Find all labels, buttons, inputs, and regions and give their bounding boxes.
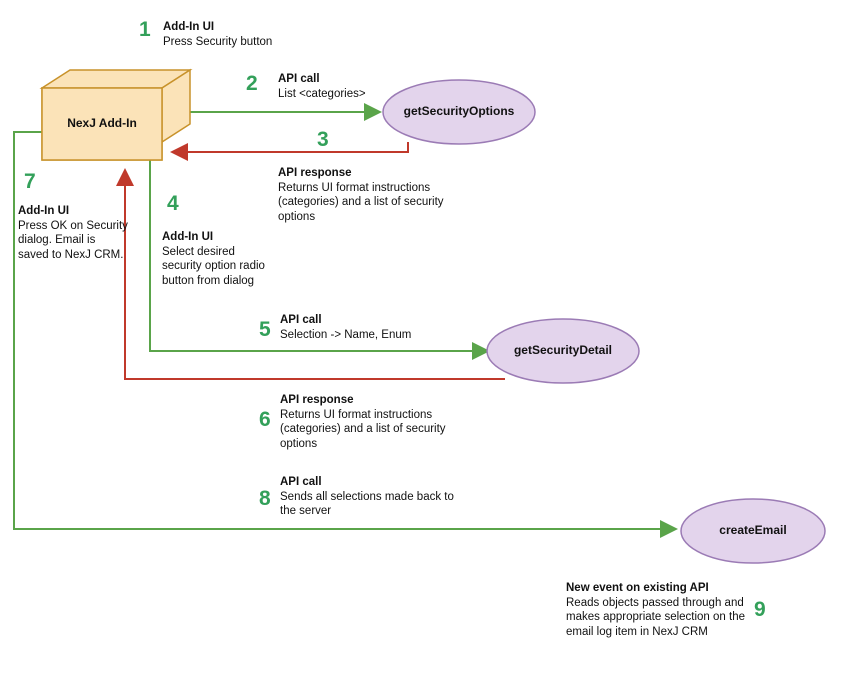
step-number-1: 1 [139, 18, 151, 41]
arrow-step-3 [172, 142, 408, 152]
annotation-step-5-title: API call [280, 314, 322, 326]
annotation-step-3-body: Returns UI format instructions (categories) and a list of security options [278, 181, 444, 224]
annotation-step-6-body: Returns UI format instructions (categories) and a list of security options [280, 408, 446, 451]
annotation-step-9-title: New event on existing API [566, 582, 709, 594]
step-number-4: 4 [167, 192, 179, 215]
node-label-getsecurityoptions: getSecurityOptions [403, 104, 515, 118]
annotation-step-8 [280, 475, 455, 519]
annotation-step-8-body: Sends all selections made back to the server [280, 490, 454, 518]
annotation-step-1-body: Press Security button [163, 35, 273, 48]
node-label-createemail: createEmail [719, 523, 787, 537]
annotation-step-7-title: Add-In UI [18, 205, 70, 217]
annotation-step-9-body: Reads objects passed through and makes appropriate selection on the email log item in NexJ CRM [566, 596, 745, 639]
annotation-step-3-title: API response [278, 167, 352, 179]
annotation-step-2-body: List <categories> [278, 87, 366, 100]
annotation-step-5 [280, 313, 480, 342]
node-label-getsecuritydetail: getSecurityDetail [513, 343, 613, 357]
annotation-step-8-title: API call [280, 476, 322, 488]
annotation-step-2 [278, 72, 458, 101]
node-label-nexj-addin: NexJ Add-In [67, 116, 137, 130]
annotation-step-6-title: API response [280, 394, 354, 406]
annotation-step-1 [163, 20, 343, 49]
annotation-step-6 [280, 393, 460, 452]
annotation-step-4-body: Select desired security option radio button from dialog [162, 245, 265, 288]
annotation-step-4-title: Add-In UI [162, 231, 214, 243]
annotation-step-7 [18, 204, 128, 263]
annotation-step-1-title: Add-In UI [163, 21, 215, 33]
annotation-step-7-body: Press OK on Security dialog. Email is saved to NexJ CRM. [18, 219, 128, 262]
step-number-5: 5 [259, 318, 271, 341]
step-number-2: 2 [246, 72, 258, 95]
step-number-7: 7 [24, 170, 36, 193]
node-nexj-addin[interactable] [42, 70, 190, 160]
annotation-step-4 [162, 230, 267, 289]
annotation-step-9 [566, 581, 756, 640]
annotation-step-5-body: Selection -> Name, Enum [280, 328, 412, 341]
step-number-6: 6 [259, 408, 271, 431]
annotation-step-2-title: API call [278, 73, 320, 85]
annotation-step-3 [278, 166, 458, 225]
node-createemail[interactable] [681, 499, 825, 563]
step-number-9: 9 [754, 598, 766, 621]
step-number-8: 8 [259, 487, 271, 510]
step-number-3: 3 [317, 128, 329, 151]
node-getsecuritydetail[interactable] [487, 319, 639, 383]
